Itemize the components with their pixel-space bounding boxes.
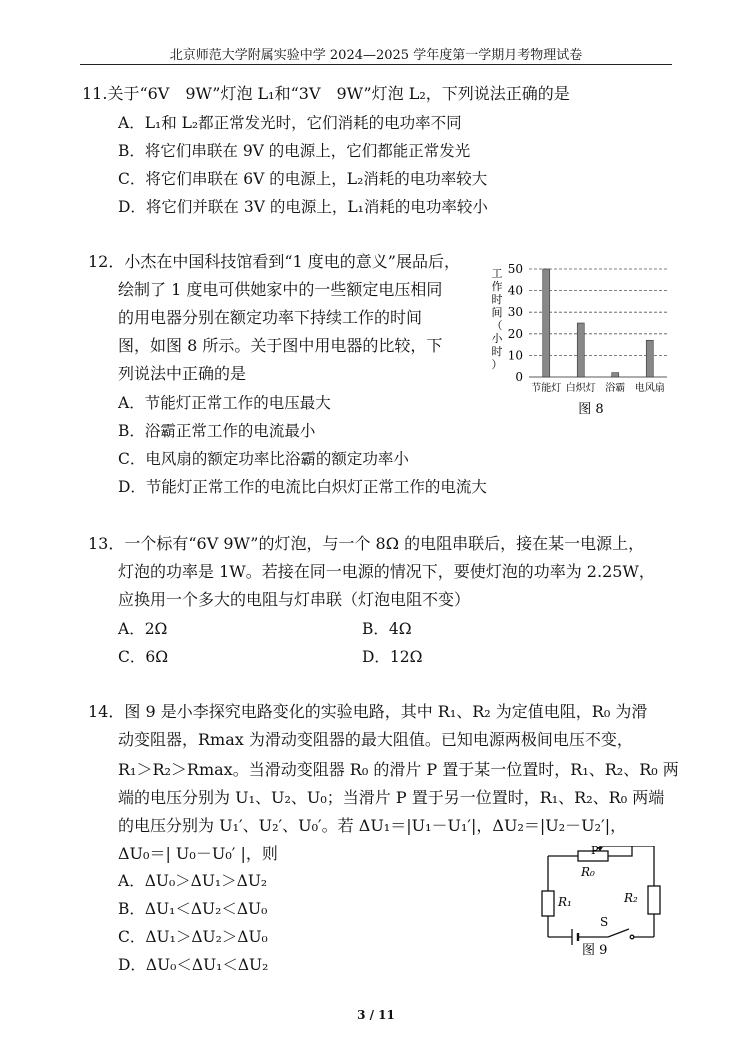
q12-option-b: B．浴霸正常工作的电流最小 [118, 422, 316, 440]
chart-ylabel-char: 间 [491, 306, 503, 319]
chart-bar [646, 340, 653, 377]
chart-y-tick-label: 40 [507, 283, 523, 298]
q14-line-4: 端的电压分别为 U₁、U₂、U₀；当滑片 P 置于另一位置时，R₁、R₂、R₀ 两端 [118, 788, 665, 807]
chart-y-ticks [508, 262, 523, 384]
q12-line-3: 的用电器分别在额定功率下持续工作的时间 [118, 308, 423, 327]
chart-category-label: 电风扇 [634, 383, 665, 394]
resistor-r1 [542, 891, 554, 916]
figure-8-caption: 图 8 [578, 402, 604, 417]
rheostat-slider-p [600, 846, 632, 851]
q11-option-d: D．将它们并联在 3V 的电源上，L₁消耗的电功率较小 [118, 198, 488, 216]
q14-line-5: 的电压分别为 U₁′、U₂′、U₀′。若 ΔU₁＝|U₁－U₁′|，ΔU₂＝|U₂－U₂′|， [118, 816, 627, 835]
chart-bar [543, 269, 550, 377]
chart-ylabel-char: 作 [491, 280, 503, 293]
q14-line-1: 14．图 9 是小李探究电路变化的实验电路，其中 R₁、R₂ 为定值电阻，R₀ 为滑 [88, 702, 648, 721]
q13-option-a: A．2Ω [118, 620, 168, 638]
q12-line-1: 12．小杰在中国科技馆看到“1 度电的意义”展品后， [88, 252, 460, 271]
resistor-r2 [648, 886, 660, 914]
q14-line-6: ΔU₀＝| U₀－U₀′ |，则 [118, 844, 278, 863]
chart-category-label: 节能灯 [531, 383, 562, 394]
chart-y-tick-label: 0 [515, 370, 523, 384]
figure-8-chart [485, 255, 675, 420]
label-p: P [591, 846, 599, 857]
q13-line-3: 应换用一个多大的电阻与灯串联（灯泡电阻不变） [118, 590, 471, 609]
q12-line-4: 图，如图 8 所示。关于图中用电器的比较，下 [118, 336, 443, 355]
chart-y-axis-label [492, 267, 504, 371]
q12-line-2: 绘制了 1 度电可供她家中的一些额定电压相同 [118, 280, 443, 299]
figure-9-caption: 图 9 [582, 943, 608, 958]
q14-option-a: A．ΔU₀＞ΔU₁＞ΔU₂ [118, 872, 268, 890]
label-r0: R₀ [581, 865, 595, 879]
chart-ylabel-char: ） [491, 358, 503, 371]
q12-option-a: A．节能灯正常工作的电压最大 [118, 394, 331, 412]
q13-option-b: B．4Ω [362, 620, 412, 638]
chart-y-tick-label: 50 [507, 262, 523, 276]
chart-ylabel-char: （ [491, 319, 503, 332]
q13-line-1: 13．一个标有“6V 9W”的灯泡，与一个 8Ω 的电阻串联后，接在某一电源上， [88, 534, 645, 553]
chart-bar [577, 323, 584, 377]
chart-ylabel-char: 时 [491, 293, 503, 306]
chart-ylabel-char: 工 [491, 267, 503, 280]
q14-line-2: 动变阻器，Rmax 为滑动变阻器的最大阻值。已知电源两极间电压不变， [118, 730, 633, 749]
chart-category-label: 白炽灯 [565, 383, 596, 394]
q13-option-c: C．6Ω [118, 648, 169, 666]
page-number: 3 / 11 [357, 1008, 395, 1022]
q13-option-d: D．12Ω [362, 648, 423, 666]
chart-ylabel-char: 小 [491, 332, 503, 345]
chart-y-tick-label: 20 [507, 326, 523, 341]
chart-categories [531, 381, 665, 394]
q13-line-2: 灯泡的功率是 1W。若接在同一电源的情况下，要使灯泡的功率为 2.25W， [118, 562, 655, 581]
label-r1: R₁ [558, 895, 572, 909]
q11-option-a: A．L₁和 L₂都正常发光时，它们消耗的电功率不同 [118, 114, 462, 132]
q14-option-b: B．ΔU₁＜ΔU₂＜ΔU₀ [118, 900, 268, 918]
chart-y-tick-label: 30 [507, 305, 523, 320]
chart-bar [612, 373, 619, 377]
chart-ylabel-char: 时 [491, 345, 503, 358]
q11-stem: 11.关于“6V 9W”灯泡 L₁和“3V 9W”灯泡 L₂，下列说法正确的是 [82, 84, 570, 103]
q11-option-b: B．将它们串联在 9V 的电源上，它们都能正常发光 [118, 142, 471, 160]
q14-option-c: C．ΔU₁＞ΔU₂＞ΔU₀ [118, 928, 268, 946]
chart-category-label: 浴霸 [605, 383, 626, 394]
page-header: 北京师范大学附属实验中学 2024—2025 学年度第一学期月考物理试卷 [169, 48, 583, 63]
q14-option-d: D．ΔU₀＜ΔU₁＜ΔU₂ [118, 956, 269, 974]
figure-9-circuit [528, 846, 668, 958]
label-s: S [600, 915, 609, 929]
q12-line-5: 列说法中正确的是 [118, 364, 247, 383]
switch-s-contact [630, 935, 634, 939]
q14-line-3: R₁＞R₂＞Rmax。当滑动变阻器 R₀ 的滑片 P 置于某一位置时，R₁、R₂、R₀ 两 [118, 760, 679, 779]
q12-option-c: C．电风扇的额定功率比浴霸的额定功率小 [118, 450, 409, 468]
label-r2: R₂ [624, 891, 638, 905]
header-rule [80, 64, 672, 65]
chart-bars [543, 269, 654, 377]
chart-y-tick-label: 10 [507, 348, 523, 363]
q12-option-d: D．节能灯正常工作的电流比白炽灯正常工作的电流大 [118, 478, 487, 496]
switch-s-blade [608, 929, 629, 937]
q11-option-c: C．将它们串联在 6V 的电源上，L₂消耗的电功率较大 [118, 170, 488, 188]
